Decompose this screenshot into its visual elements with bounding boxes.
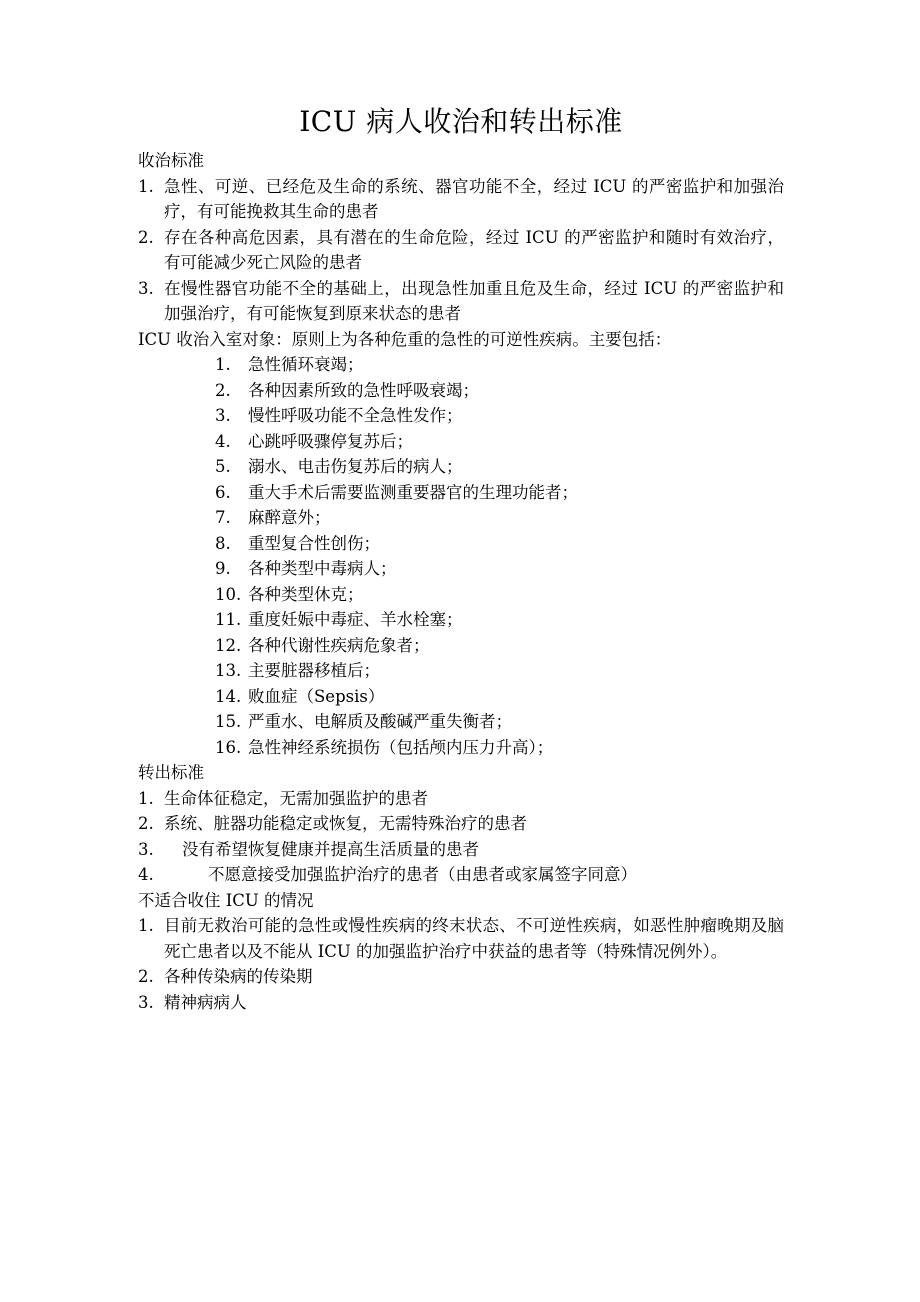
- list-item: [215, 505, 784, 531]
- list-item: [215, 352, 784, 378]
- list-item: [215, 531, 784, 557]
- list-item-number: 1.: [138, 916, 154, 935]
- intake-target-list: [138, 352, 784, 760]
- list-item-text: 系统、脏器功能稳定或恢复，无需特殊治疗的患者: [164, 814, 527, 833]
- list-item-number: 2.: [215, 380, 231, 400]
- section-heading-not-suitable: 不适合收住 ICU 的情况: [138, 890, 314, 910]
- list-item: [138, 964, 784, 990]
- list-item-text: 目前无救治可能的急性或慢性疾病的终末状态、不可逆性疾病，如恶性肿瘤晚期及脑死亡患者以及不能从 ICU 的加强监护治疗中获益的患者等（特殊情况例外）。: [164, 916, 784, 961]
- page-title: ICU 病人收治和转出标准: [299, 105, 623, 138]
- list-item-text: 心跳呼吸骤停复苏后；: [248, 431, 413, 451]
- list-item-text: 生命体征稳定，无需加强监护的患者: [164, 788, 428, 808]
- list-item-text: 主要脏器移植后；: [248, 661, 380, 680]
- list-item: [215, 684, 784, 710]
- section-heading-transfer-out: 转出标准: [138, 763, 204, 782]
- document-body: [138, 100, 784, 1015]
- list-item-number: 13.: [215, 661, 242, 680]
- list-item: [138, 276, 784, 327]
- list-item-number: 5.: [215, 457, 231, 476]
- section-heading-admission: 收治标准: [138, 151, 204, 170]
- list-item-text: 急性神经系统损伤（包括颅内压力升高）；: [248, 737, 554, 757]
- list-item-text: 精神病病人: [164, 992, 247, 1012]
- list-item-text: 各种类型休克；: [248, 584, 364, 604]
- list-item-number: 3.: [138, 839, 154, 859]
- list-item-text: 在慢性器官功能不全的基础上，出现急性加重且危及生命，经过 ICU 的严密监护和加强治疗，有可能恢复到原来状态的患者: [164, 278, 784, 323]
- list-item: [215, 480, 784, 506]
- list-item-number: 2.: [138, 814, 154, 833]
- list-item-number: 14.: [215, 686, 242, 706]
- list-item-text: 严重水、电解质及酸碱严重失衡者；: [248, 712, 512, 731]
- list-item-number: 4.: [215, 431, 231, 451]
- transfer-out-criteria-list: [138, 786, 784, 888]
- list-item-number: 2.: [138, 227, 154, 247]
- list-item-text: 存在各种高危因素，具有潜在的生命危险，经过 ICU 的严密监护和随时有效治疗，有可能减少死亡风险的患者: [164, 227, 784, 272]
- list-item: [138, 786, 784, 812]
- list-item: [215, 735, 784, 761]
- list-item-number: 7.: [215, 508, 231, 527]
- list-item-text: 各种因素所致的急性呼吸衰竭；: [248, 380, 479, 400]
- list-item: [215, 429, 784, 455]
- list-item-text: 重度妊娠中毒症、羊水栓塞；: [248, 610, 463, 629]
- list-item-number: 1.: [215, 355, 231, 374]
- list-item: [138, 913, 784, 964]
- admission-criteria-list: [138, 174, 784, 327]
- list-item-text: 各种代谢性疾病危象者；: [248, 635, 430, 655]
- list-item: [215, 633, 784, 659]
- list-item-number: 11.: [215, 610, 242, 629]
- list-item: [215, 582, 784, 608]
- list-item-text: 不愿意接受加强监护治疗的患者（由患者或家属签字同意）: [208, 865, 637, 884]
- list-item: [215, 607, 784, 633]
- list-item-number: 10.: [215, 584, 242, 604]
- list-item-number: 1.: [138, 176, 154, 196]
- list-item: [138, 225, 784, 276]
- list-item-text: 败血症（Sepsis）: [248, 686, 385, 706]
- list-item-text: 各种传染病的传染期: [164, 967, 313, 986]
- list-item-text: 急性循环衰竭；: [248, 355, 364, 374]
- list-item-number: 8.: [215, 533, 231, 553]
- intake-intro-paragraph: ICU 收治入室对象：原则上为各种危重的急性的可逆性疾病。主要包括：: [138, 329, 672, 349]
- list-item-number: 3.: [138, 278, 154, 298]
- list-item-text: 重型复合性创伤；: [248, 533, 380, 553]
- list-item: [138, 990, 784, 1016]
- list-item-text: 麻醉意外；: [248, 508, 331, 527]
- list-item: [215, 454, 784, 480]
- list-item-number: 12.: [215, 635, 242, 655]
- list-item-number: 3.: [215, 406, 231, 425]
- list-item: [215, 556, 784, 582]
- list-item-number: 15.: [215, 712, 242, 731]
- list-item-text: 重大手术后需要监测重要器官的生理功能者；: [248, 482, 578, 502]
- list-item-text: 各种类型中毒病人；: [248, 559, 397, 578]
- list-item: [138, 862, 784, 888]
- list-item-text: 溺水、电击伤复苏后的病人；: [248, 457, 463, 476]
- list-item-number: 6.: [215, 482, 231, 502]
- list-item-text: 急性、可逆、已经危及生命的系统、器官功能不全，经过 ICU 的严密监护和加强治疗，有可能挽救其生命的患者: [164, 176, 784, 221]
- not-suitable-list: [138, 913, 784, 1015]
- list-item: [215, 378, 784, 404]
- list-item: [215, 709, 784, 735]
- list-item: [138, 174, 784, 225]
- list-item-text: 没有希望恢复健康并提高生活质量的患者: [182, 839, 479, 859]
- list-item: [215, 658, 784, 684]
- list-item: [215, 403, 784, 429]
- list-item: [138, 837, 784, 863]
- list-item-number: 4.: [138, 865, 154, 884]
- list-item: [138, 811, 784, 837]
- list-item-number: 2.: [138, 967, 154, 986]
- list-item-number: 3.: [138, 992, 154, 1012]
- list-item-number: 16.: [215, 737, 242, 757]
- list-item-number: 9.: [215, 559, 231, 578]
- list-item-text: 慢性呼吸功能不全急性发作；: [248, 406, 463, 425]
- list-item-number: 1.: [138, 788, 154, 808]
